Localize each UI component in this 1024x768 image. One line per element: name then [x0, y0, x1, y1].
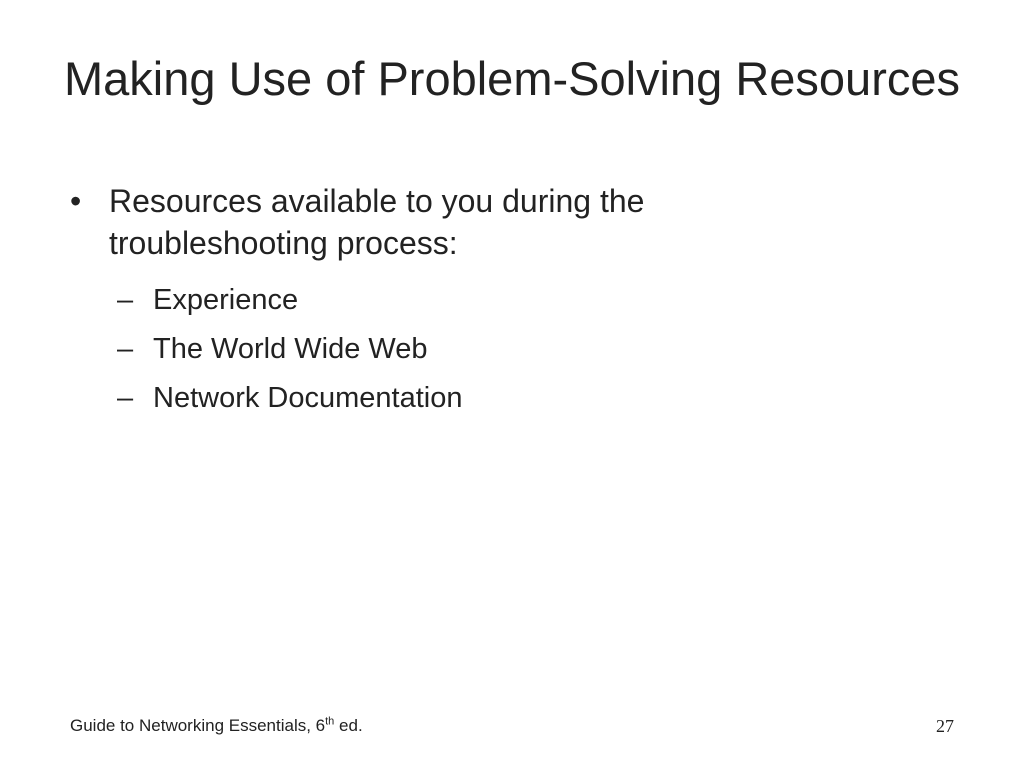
- bullet-marker: •: [70, 183, 82, 219]
- slide-title: Making Use of Problem-Solving Resources: [64, 52, 960, 105]
- sub-bullet-marker: –: [117, 284, 134, 316]
- page-number: 27: [936, 716, 954, 736]
- sub-bullet-text: Experience: [153, 284, 299, 316]
- sub-bullet-item: [117, 374, 950, 423]
- footer-source-superscript: th: [325, 715, 335, 728]
- sub-bullet-item: [117, 325, 950, 374]
- sub-bullet-list: [70, 276, 950, 423]
- footer-source: [70, 715, 363, 737]
- sub-bullet-marker: –: [117, 382, 134, 414]
- footer-source-prefix: Guide to Networking Essentials, 6: [70, 716, 326, 735]
- sub-bullet-text: The World Wide Web: [153, 333, 428, 365]
- sub-bullet-item: [117, 276, 950, 325]
- slide-content: [70, 180, 950, 423]
- bullet-text: Resources available to you during the troubleshooting process:: [109, 183, 645, 261]
- bullet-item: [70, 180, 789, 264]
- sub-bullet-marker: –: [117, 333, 134, 365]
- footer-source-suffix: ed.: [334, 716, 363, 735]
- sub-bullet-text: Network Documentation: [153, 382, 463, 414]
